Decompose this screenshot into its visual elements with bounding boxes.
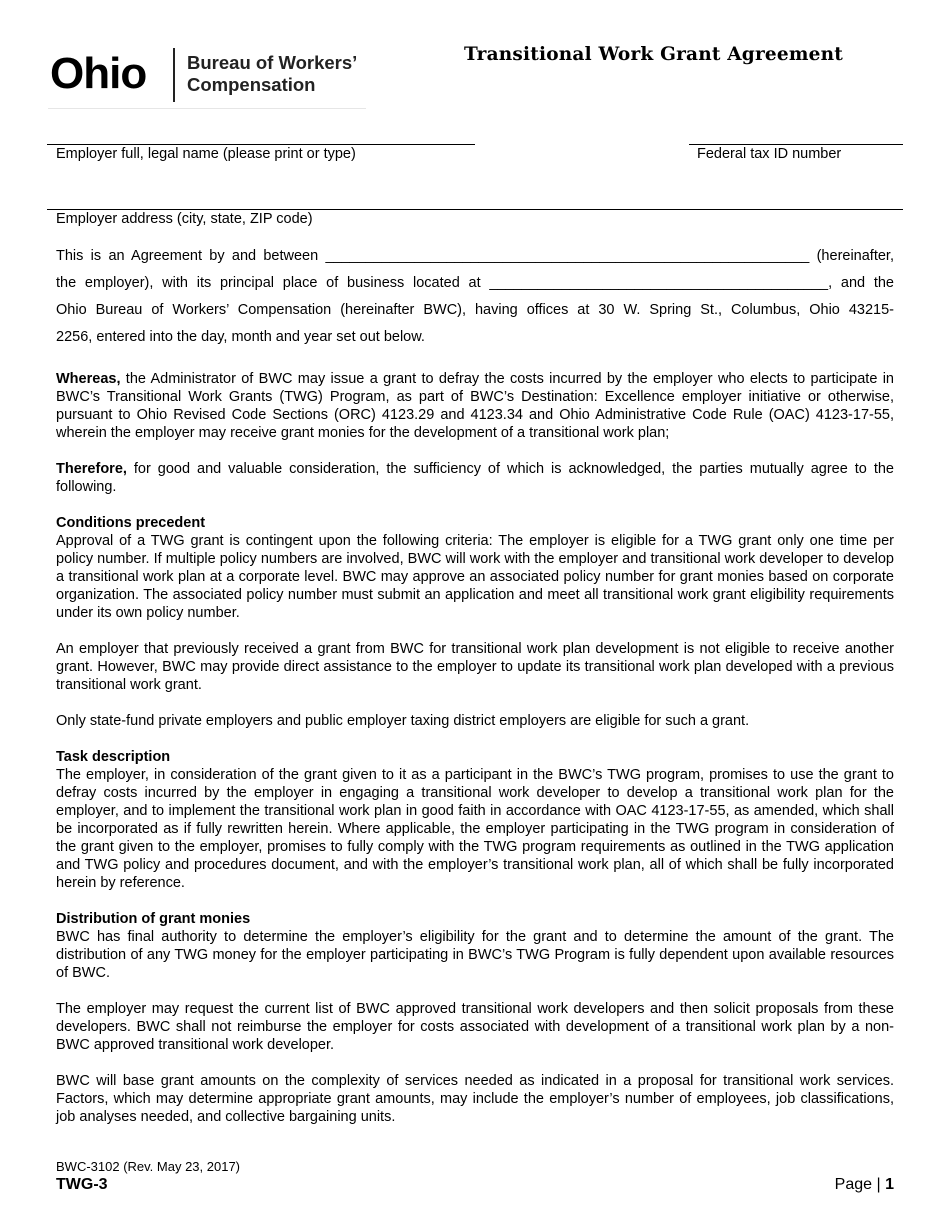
federal-tax-id-label: Federal tax ID number [697, 146, 842, 162]
form-code: TWG-3 [56, 1176, 108, 1193]
distribution-paragraph: BWC has final authority to determine the employer’s eligibility for the grant and to determine the amount of the grant. The distribution of any TWG money for the employer participating in BWC’s TWG Program is fully dependent upon available resources of BWC. [56, 929, 894, 981]
form-title: Transitional Work Grant Agreement [464, 44, 843, 65]
distribution-heading: Distribution of grant monies [56, 911, 251, 927]
intro-line: the employer), with its principal place of business located at __________________________________________, and the [56, 275, 894, 291]
page-label: Page | [834, 1176, 886, 1193]
employer-name-field[interactable] [47, 144, 475, 145]
logo-bureau-name [187, 52, 357, 96]
therefore-lead: Therefore, [56, 461, 127, 477]
whereas-text: the Administrator of BWC may issue a grant to defray the costs incurred by the employer who elects to participate in BWC’s Transitional Work Grants (TWG) Program, as part of BWC’s Destination: Excellence employer initiative or otherwise, pursuant to Ohio Revised Code Sections (ORC) 4123.29 and 4123.34 and Ohio Administrative Code Rule (OAC) 4123-17-55, wherein the employer may receive grant monies for the development of a transitional work plan; [56, 371, 894, 441]
distribution-paragraph: The employer may request the current list of BWC approved transitional work developers and then solicit proposals from these developers. BWC shall not reimburse the employer for costs associated with development of a transitional work plan by a non-BWC approved transitional work developer. [56, 1001, 894, 1053]
conditions-heading: Conditions precedent [56, 515, 206, 531]
form-revision: BWC-3102 (Rev. May 23, 2017) [56, 1159, 240, 1174]
federal-tax-id-field[interactable] [689, 144, 903, 145]
employer-address-label: Employer address (city, state, ZIP code) [56, 211, 313, 227]
conditions-paragraph: Approval of a TWG grant is contingent upon the following criteria: The employer is eligible for a TWG grant only one time per policy number. If multiple policy numbers are involved, BWC will work with the employer and transitional work developer to develop a transitional work plan at a corporate level. BWC may approve an associated policy number for grant monies based on corporate organization. The associated policy number must submit an application and meet all transitional work grant eligibility requirements under its own policy number. [56, 533, 894, 621]
logo-bureau-line1: Bureau of Workers’ [187, 52, 358, 73]
task-paragraph: The employer, in consideration of the grant given to it as a participant in the BWC’s TWG program, promises to use the grant to defray costs incurred by the employer in engaging a transitional work developer to develop a transitional work plan for the employer, and to implement the transitional work plan in good faith in accordance with OAC 4123-17-55, as amended, which shall be incorporated as if fully rewritten herein. Where applicable, the employer participating in the TWG program in consideration of the grant given to the employer, promises to fully comply with the TWG program requirements as outlined in the TWG application and TWG policy and procedures document, and with the employer’s transitional work plan, all of which shall be fully incorporated herein by reference. [56, 767, 894, 891]
employer-address-field[interactable] [47, 209, 903, 210]
intro-line: Ohio Bureau of Workers’ Compensation (hereinafter BWC), having offices at 30 W. Spring St., Columbus, Ohio 43215- [56, 302, 894, 318]
whereas-clause [56, 370, 894, 442]
agreement-body [56, 370, 894, 1144]
page-indicator [835, 1176, 894, 1194]
intro-line: This is an Agreement by and between ____________________________________________________________ (hereinafter, [56, 248, 894, 264]
agreement-intro [56, 243, 894, 351]
therefore-clause [56, 460, 894, 496]
logo-underline [48, 108, 366, 109]
logo-divider [173, 48, 175, 102]
employer-name-label: Employer full, legal name (please print or type) [56, 146, 356, 162]
therefore-text: for good and valuable consideration, the sufficiency of which is acknowledged, the parties mutually agree to the following. [56, 461, 894, 495]
task-heading: Task description [56, 749, 171, 765]
conditions-paragraph: An employer that previously received a grant from BWC for transitional work plan development is not eligible to receive another grant. However, BWC may provide direct assistance to the employer to update its transitional work plan developed with a previous transitional work grant. [56, 641, 894, 693]
conditions-paragraph: Only state-fund private employers and public employer taxing district employers are eligible for such a grant. [56, 713, 750, 729]
logo-bureau-line2: Compensation [187, 74, 316, 95]
distribution-paragraph: BWC will base grant amounts on the complexity of services needed as indicated in a proposal for transitional work services. Factors, which may determine appropriate grant amounts, may include the employer’s number of employees, job classifications, job analyses needed, and collective bargaining units. [56, 1073, 894, 1125]
whereas-lead: Whereas, [56, 371, 121, 387]
logo-ohio-wordmark: Ohio [50, 49, 147, 98]
ohio-bwc-logo [48, 46, 366, 110]
intro-line: 2256, entered into the day, month and year set out below. [56, 329, 425, 345]
page-number: 1 [885, 1176, 894, 1193]
